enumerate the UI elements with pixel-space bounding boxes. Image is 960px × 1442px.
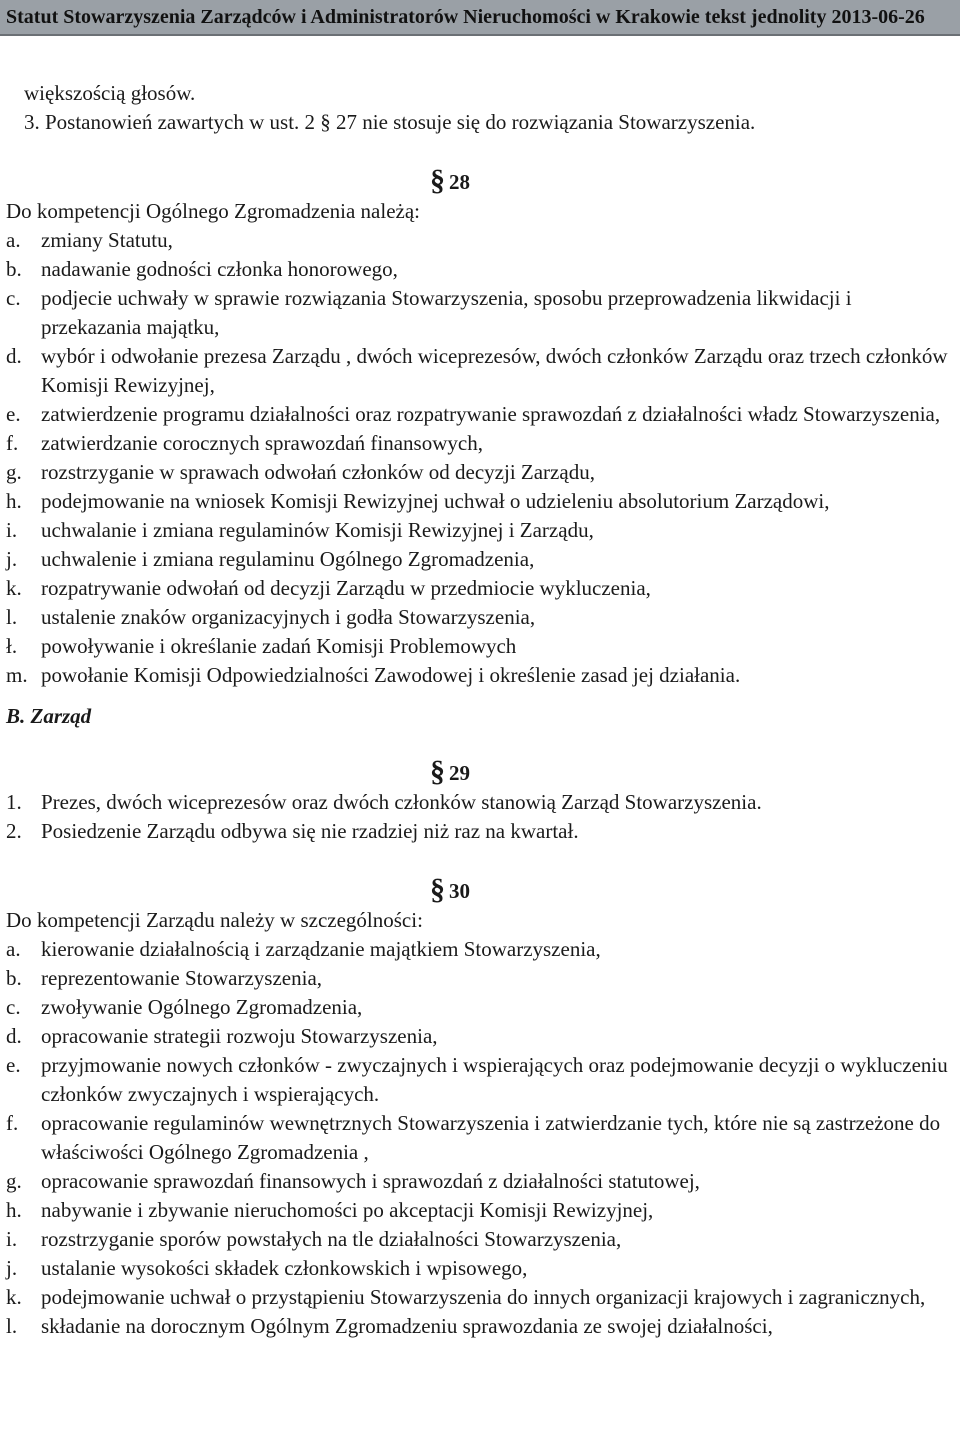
list-item-text: przyjmowanie nowych członków - zwyczajnych i wspierających oraz podejmowanie decyzji o wykluczeniu członków zwyczajnych i wspierających.	[41, 1053, 948, 1106]
list-item	[6, 458, 954, 487]
paragraph-3: 3. Postanowień zawartych w ust. 2 § 27 nie stosuje się do rozwiązania Stowarzyszenia.	[24, 110, 756, 134]
section-28-intro: Do kompetencji Ogólnego Zgromadzenia należą:	[6, 199, 421, 223]
section-28-heading: § 28	[430, 164, 470, 197]
list-item-text: opracowanie sprawozdań finansowych i sprawozdań z działalności statutowej,	[41, 1169, 700, 1193]
document-body	[0, 36, 960, 1341]
list-item	[6, 964, 954, 993]
list-item	[6, 545, 954, 574]
list-item-text: rozpatrywanie odwołań od decyzji Zarządu w przedmiocie wykluczenia,	[41, 576, 651, 600]
list-item-text: podjecie uchwały w sprawie rozwiązania Stowarzyszenia, sposobu przeprowadzenia likwidacji i przekazania majątku,	[41, 286, 852, 339]
section-29-heading: § 29	[430, 755, 470, 788]
list-item-text: nadawanie godności członka honorowego,	[41, 257, 398, 281]
section-29-list	[6, 788, 954, 846]
list-item-text: podejmowanie na wniosek Komisji Rewizyjnej uchwał o udzieleniu absolutorium Zarządowi,	[41, 489, 830, 513]
list-item-marker: c.	[6, 286, 21, 310]
list-item-marker: k.	[6, 576, 22, 600]
list-item	[6, 632, 954, 661]
list-item-text: Prezes, dwóch wiceprezesów oraz dwóch członków stanowią Zarząd Stowarzyszenia.	[41, 790, 762, 814]
list-item	[6, 1051, 954, 1109]
list-item-marker: ł.	[6, 634, 18, 658]
list-item-text: podejmowanie uchwał o przystąpieniu Stowarzyszenia do innych organizacji krajowych i zagranicznych,	[41, 1285, 926, 1309]
paragraph-sign-icon: §	[430, 164, 445, 197]
list-item	[6, 342, 954, 400]
list-item	[6, 1196, 954, 1225]
list-item-text: Posiedzenie Zarządu odbywa się nie rzadziej niż raz na kwartał.	[41, 819, 579, 843]
list-item	[6, 574, 954, 603]
list-item-marker: g.	[6, 460, 22, 484]
list-item-text: rozstrzyganie sporów powstałych na tle działalności Stowarzyszenia,	[41, 1227, 622, 1251]
list-item	[6, 226, 954, 255]
list-item-marker: l.	[6, 605, 18, 629]
list-item-marker: l.	[6, 1314, 18, 1338]
list-item-marker: f.	[6, 1111, 19, 1135]
list-item	[6, 817, 954, 846]
list-item-marker: m.	[6, 663, 28, 687]
list-item-marker: j.	[6, 547, 18, 571]
list-item-marker: j.	[6, 1256, 18, 1280]
list-item-text: uchwalenie i zmiana regulaminu Ogólnego Zgromadzenia,	[41, 547, 535, 571]
list-item-marker: a.	[6, 937, 21, 961]
list-item	[6, 661, 954, 690]
paragraph-sign-icon: §	[430, 873, 445, 906]
list-item	[6, 1312, 954, 1341]
section-30-heading: § 30	[430, 873, 470, 906]
list-item	[6, 993, 954, 1022]
list-item	[6, 255, 954, 284]
list-item	[6, 429, 954, 458]
list-item	[6, 1283, 954, 1312]
list-item-text: ustalanie wysokości składek członkowskich i wpisowego,	[41, 1256, 528, 1280]
list-item	[6, 400, 954, 429]
list-item	[6, 1022, 954, 1051]
list-item	[6, 1167, 954, 1196]
list-item	[6, 935, 954, 964]
section-30-intro: Do kompetencji Zarządu należy w szczególności:	[6, 908, 423, 932]
section-b-heading: B. Zarząd	[6, 704, 92, 728]
list-item-marker: h.	[6, 489, 22, 513]
list-item-text: reprezentowanie Stowarzyszenia,	[41, 966, 323, 990]
list-item	[6, 1254, 954, 1283]
list-item-marker: d.	[6, 1024, 22, 1048]
list-item-text: rozstrzyganie w sprawach odwołań członków od decyzji Zarządu,	[41, 460, 595, 484]
list-item-marker: b.	[6, 257, 22, 281]
list-item	[6, 487, 954, 516]
list-item-text: powoływanie i określanie zadań Komisji Problemowych	[41, 634, 517, 658]
list-item-marker: f.	[6, 431, 19, 455]
list-item-marker: k.	[6, 1285, 22, 1309]
list-item-text: zwoływanie Ogólnego Zgromadzenia,	[41, 995, 363, 1019]
list-item-text: składanie na dorocznym Ogólnym Zgromadzeniu sprawozdania ze swojej działalności,	[41, 1314, 773, 1338]
list-item-text: uchwalanie i zmiana regulaminów Komisji Rewizyjnej i Zarządu,	[41, 518, 594, 542]
list-item-text: kierowanie działalnością i zarządzanie majątkiem Stowarzyszenia,	[41, 937, 601, 961]
list-item-text: zatwierdzanie corocznych sprawozdań finansowych,	[41, 431, 483, 455]
list-item-marker: g.	[6, 1169, 22, 1193]
list-item-marker: i.	[6, 1227, 18, 1251]
list-item-marker: c.	[6, 995, 21, 1019]
list-item-marker: 2.	[6, 819, 22, 843]
section-28-list	[6, 226, 954, 690]
list-item	[6, 1225, 954, 1254]
list-item-text: powołanie Komisji Odpowiedzialności Zawodowej i określenie zasad jej działania.	[41, 663, 741, 687]
list-item-marker: 1.	[6, 790, 22, 814]
list-item	[6, 788, 954, 817]
list-item	[6, 516, 954, 545]
list-item-text: nabywanie i zbywanie nieruchomości po akceptacji Komisji Rewizyjnej,	[41, 1198, 654, 1222]
document-header: Statut Stowarzyszenia Zarządców i Administratorów Nieruchomości w Krakowie tekst jednolity 2013-06-26	[0, 0, 960, 36]
list-item-marker: e.	[6, 1053, 21, 1077]
list-item	[6, 603, 954, 632]
list-item-text: wybór i odwołanie prezesa Zarządu , dwóch wiceprezesów, dwóch członków Zarządu oraz trzech członków Komisji Rewizyjnej,	[41, 344, 948, 397]
list-item-text: zmiany Statutu,	[41, 228, 173, 252]
paragraph-sign-icon: §	[430, 755, 445, 788]
list-item	[6, 284, 954, 342]
list-item-marker: b.	[6, 966, 22, 990]
list-item-text: opracowanie regulaminów wewnętrznych Stowarzyszenia i zatwierdzanie tych, które nie są zastrzeżone do właściwości Ogólnego Zgromadzenia ,	[41, 1111, 941, 1164]
continued-line: większością głosów.	[24, 81, 196, 105]
list-item-marker: e.	[6, 402, 21, 426]
list-item-text: zatwierdzenie programu działalności oraz rozpatrywanie sprawozdań z działalności władz Stowarzyszenia,	[41, 402, 941, 426]
list-item-text: ustalenie znaków organizacyjnych i godła Stowarzyszenia,	[41, 605, 536, 629]
list-item-marker: i.	[6, 518, 18, 542]
list-item-text: opracowanie strategii rozwoju Stowarzyszenia,	[41, 1024, 438, 1048]
list-item-marker: d.	[6, 344, 22, 368]
list-item-marker: h.	[6, 1198, 22, 1222]
list-item-marker: a.	[6, 228, 21, 252]
section-30-list	[6, 935, 954, 1341]
list-item	[6, 1109, 954, 1167]
